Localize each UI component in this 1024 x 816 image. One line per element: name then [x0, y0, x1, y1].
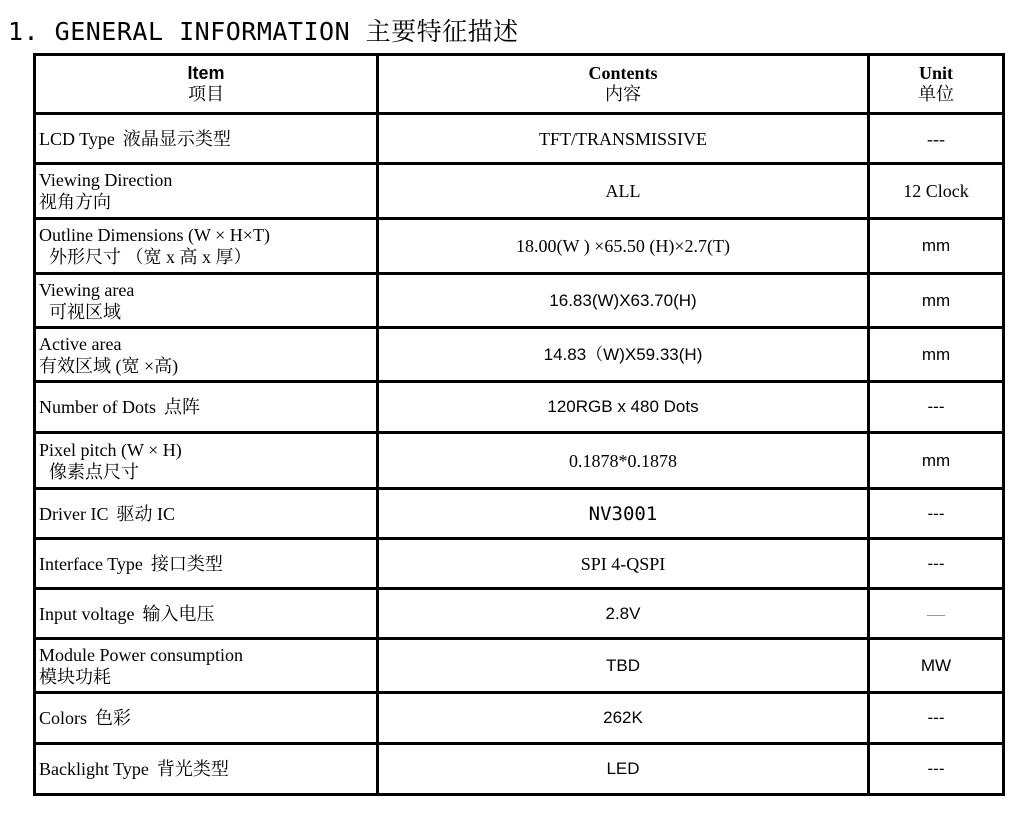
content-cell: 120RGB x 480 Dots — [378, 382, 869, 433]
item-en: Pixel pitch (W × H) — [39, 439, 182, 460]
item-en: LCD Type — [39, 128, 115, 149]
header-unit-zh: 单位 — [918, 84, 954, 105]
item-cell — [35, 589, 378, 639]
unit-cell: 12 Clock — [869, 164, 1004, 219]
table-row — [35, 164, 1004, 219]
unit-cell: --- — [869, 489, 1004, 539]
table-row — [35, 489, 1004, 539]
unit-cell: mm — [869, 219, 1004, 274]
content-cell: SPI 4-QSPI — [378, 539, 869, 589]
item-cell — [35, 328, 378, 382]
unit-cell: --- — [869, 114, 1004, 164]
item-en: Interface Type — [39, 553, 143, 574]
header-unit — [869, 55, 1004, 114]
table-row — [35, 433, 1004, 489]
item-en: Outline Dimensions (W × H×T) — [39, 225, 270, 245]
item-cell — [35, 539, 378, 589]
item-cell — [35, 744, 378, 795]
header-unit-en: Unit — [918, 63, 953, 83]
unit-cell: mm — [869, 274, 1004, 328]
item-zh: 输入电压 — [142, 603, 215, 624]
item-cell — [35, 219, 378, 274]
content-cell: 2.8V — [378, 589, 869, 639]
table-row — [35, 114, 1004, 164]
item-en: Number of Dots — [39, 397, 156, 417]
header-item — [35, 55, 378, 114]
header-item-zh: 项目 — [188, 84, 224, 105]
item-cell — [35, 274, 378, 328]
item-cell — [35, 489, 378, 539]
content-cell: TFT/TRANSMISSIVE — [378, 114, 869, 164]
item-en: Driver IC — [39, 503, 109, 524]
header-contents-en: Contents — [588, 63, 658, 83]
content-cell: 262K — [378, 693, 869, 744]
unit-cell: --- — [869, 382, 1004, 433]
table-row — [35, 539, 1004, 589]
item-en: Module Power consumption — [39, 644, 243, 665]
item-en: Viewing area — [39, 279, 135, 300]
content-cell: NV3001 — [378, 489, 869, 539]
item-cell — [35, 164, 378, 219]
item-zh: 点阵 — [163, 397, 200, 417]
table-row — [35, 274, 1004, 328]
item-zh: 接口类型 — [150, 553, 223, 574]
item-zh: 背光类型 — [156, 759, 229, 779]
item-cell — [35, 693, 378, 744]
content-cell: LED — [378, 744, 869, 795]
unit-cell: --- — [869, 744, 1004, 795]
general-information-table — [33, 53, 1005, 796]
content-cell: 16.83(W)X63.70(H) — [378, 274, 869, 328]
table-header-row — [35, 55, 1004, 114]
table-row — [35, 589, 1004, 639]
item-cell — [35, 382, 378, 433]
item-en: Viewing Direction — [39, 170, 173, 190]
content-cell: TBD — [378, 639, 869, 693]
item-zh: 外形尺寸 （宽 x 高 x 厚） — [49, 247, 252, 267]
item-en: Colors — [39, 708, 88, 728]
table-row — [35, 639, 1004, 693]
item-zh: 视角方向 — [39, 192, 111, 212]
item-zh: 模块功耗 — [39, 666, 111, 687]
content-cell: 18.00(W ) ×65.50 (H)×2.7(T) — [378, 219, 869, 274]
unit-cell: --- — [869, 693, 1004, 744]
content-cell: 0.1878*0.1878 — [378, 433, 869, 489]
table-row — [35, 744, 1004, 795]
header-item-en: Item — [187, 63, 225, 83]
content-cell: ALL — [378, 164, 869, 219]
table-row — [35, 382, 1004, 433]
table-row — [35, 219, 1004, 274]
table-row — [35, 693, 1004, 744]
unit-cell: mm — [869, 433, 1004, 489]
item-en: Backlight Type — [39, 759, 149, 779]
item-zh: 像素点尺寸 — [49, 461, 139, 482]
unit-cell: mm — [869, 328, 1004, 382]
item-zh: 液晶显示类型 — [122, 128, 231, 149]
item-cell — [35, 114, 378, 164]
table-row — [35, 328, 1004, 382]
unit-cell: — — [869, 589, 1004, 639]
item-zh: 可视区域 — [49, 301, 121, 322]
item-cell — [35, 639, 378, 693]
item-cell — [35, 433, 378, 489]
section-heading: 1. GENERAL INFORMATION 主要特征描述 — [8, 17, 519, 46]
unit-cell: MW — [869, 639, 1004, 693]
unit-cell: --- — [869, 539, 1004, 589]
item-zh: 有效区域 (宽 ×高) — [39, 355, 179, 376]
item-en: Input voltage — [39, 603, 135, 624]
item-zh: 色彩 — [95, 708, 132, 728]
content-cell: 14.83（W)X59.33(H) — [378, 328, 869, 382]
item-zh: 驱动 IC — [116, 503, 175, 524]
header-contents-zh: 内容 — [605, 84, 641, 105]
item-en: Active area — [39, 333, 122, 354]
header-contents — [378, 55, 869, 114]
